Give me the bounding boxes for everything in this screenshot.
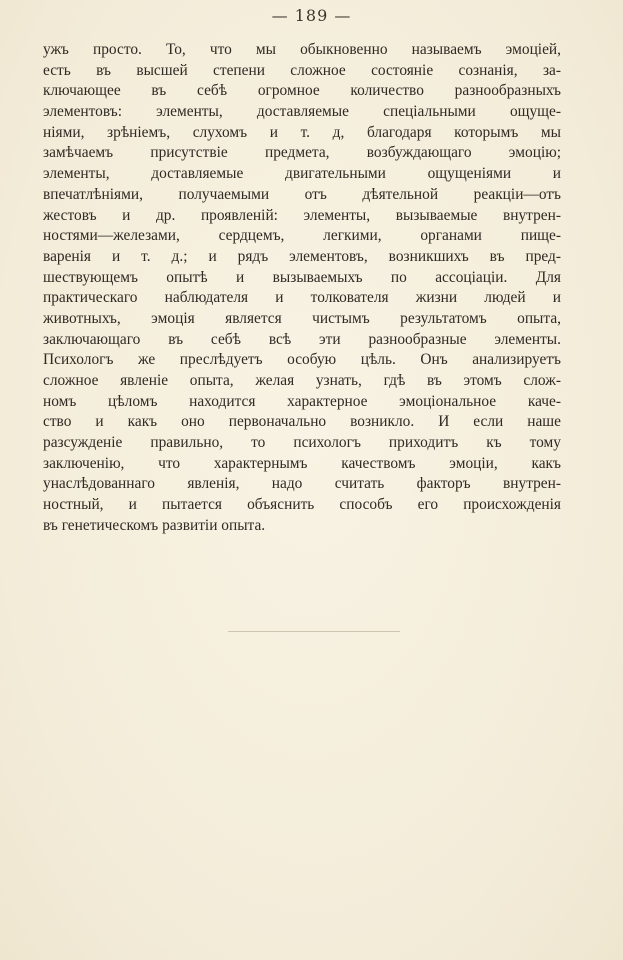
text-line: ужъ просто. То, что мы обыкновенно называемъ эмоціей, (43, 41, 561, 58)
text-line: ностный, и пытается объяснить способъ его происхожденія (43, 496, 561, 514)
text-line: варенія и т. д.; и рядъ элементовъ, возникшихъ въ пред- (43, 247, 561, 265)
text-line: ностями—железами, сердцемъ, легкими, органами пище- (43, 227, 561, 245)
text-line: есть въ высшей степени сложное состояніе сознанія, за- (43, 61, 561, 79)
text-line: практическаго наблюдателя и толкователя жизни людей и (43, 289, 561, 307)
body-text (43, 40, 561, 537)
section-divider (228, 631, 400, 632)
text-line: ство и какъ оно первоначально возникло. И если наше (43, 413, 561, 431)
text-line: животныхъ, эмоція является чистымъ результатомъ опыта, (43, 309, 561, 327)
text-line: номъ цѣломъ находится характерное эмоціональное каче- (43, 392, 561, 410)
text-line: элементы, доставляемые двигательными ощущеніями и (43, 165, 561, 183)
page-number: — 189 — (271, 6, 352, 25)
text-line: разсужденіе правильно, то психологъ приходитъ къ тому (43, 434, 561, 452)
text-line: ніями, зрѣніемъ, слухомъ и т. д, благодаря которымъ мы (43, 123, 561, 141)
text-line: сложное явленіе опыта, желая узнать, гдѣ въ этомъ слож- (43, 372, 561, 389)
text-line: впечатлѣніями, получаемыми отъ дѣятельной реакціи—отъ (43, 185, 561, 203)
text-line: унаслѣдованнаго явленія, надо считать факторъ внутрен- (43, 475, 561, 493)
text-line: шествующемъ опытѣ и вызываемыхъ по ассоціаціи. Для (43, 268, 561, 286)
text-line: замѣчаемъ присутствіе предмета, возбуждающаго эмоцію; (43, 144, 561, 162)
text-line: элементовъ: элементы, доставляемые спеціальными ощуще- (43, 103, 561, 121)
text-line: заключенію, что характернымъ качествомъ эмоціи, какъ (43, 454, 561, 472)
text-line-last: въ генетическомъ развитіи опыта. (43, 516, 266, 534)
text-line: жестовъ и др. проявленій: элементы, вызываемые внутрен- (43, 206, 561, 224)
text-line: заключающаго въ себѣ всѣ эти разнообразные элементы. (43, 330, 561, 348)
text-line: ключающее въ себѣ огромное количество разнообразныхъ (43, 82, 561, 100)
text-line: Психологъ же преслѣдуетъ особую цѣль. Онъ анализируетъ (43, 351, 561, 369)
